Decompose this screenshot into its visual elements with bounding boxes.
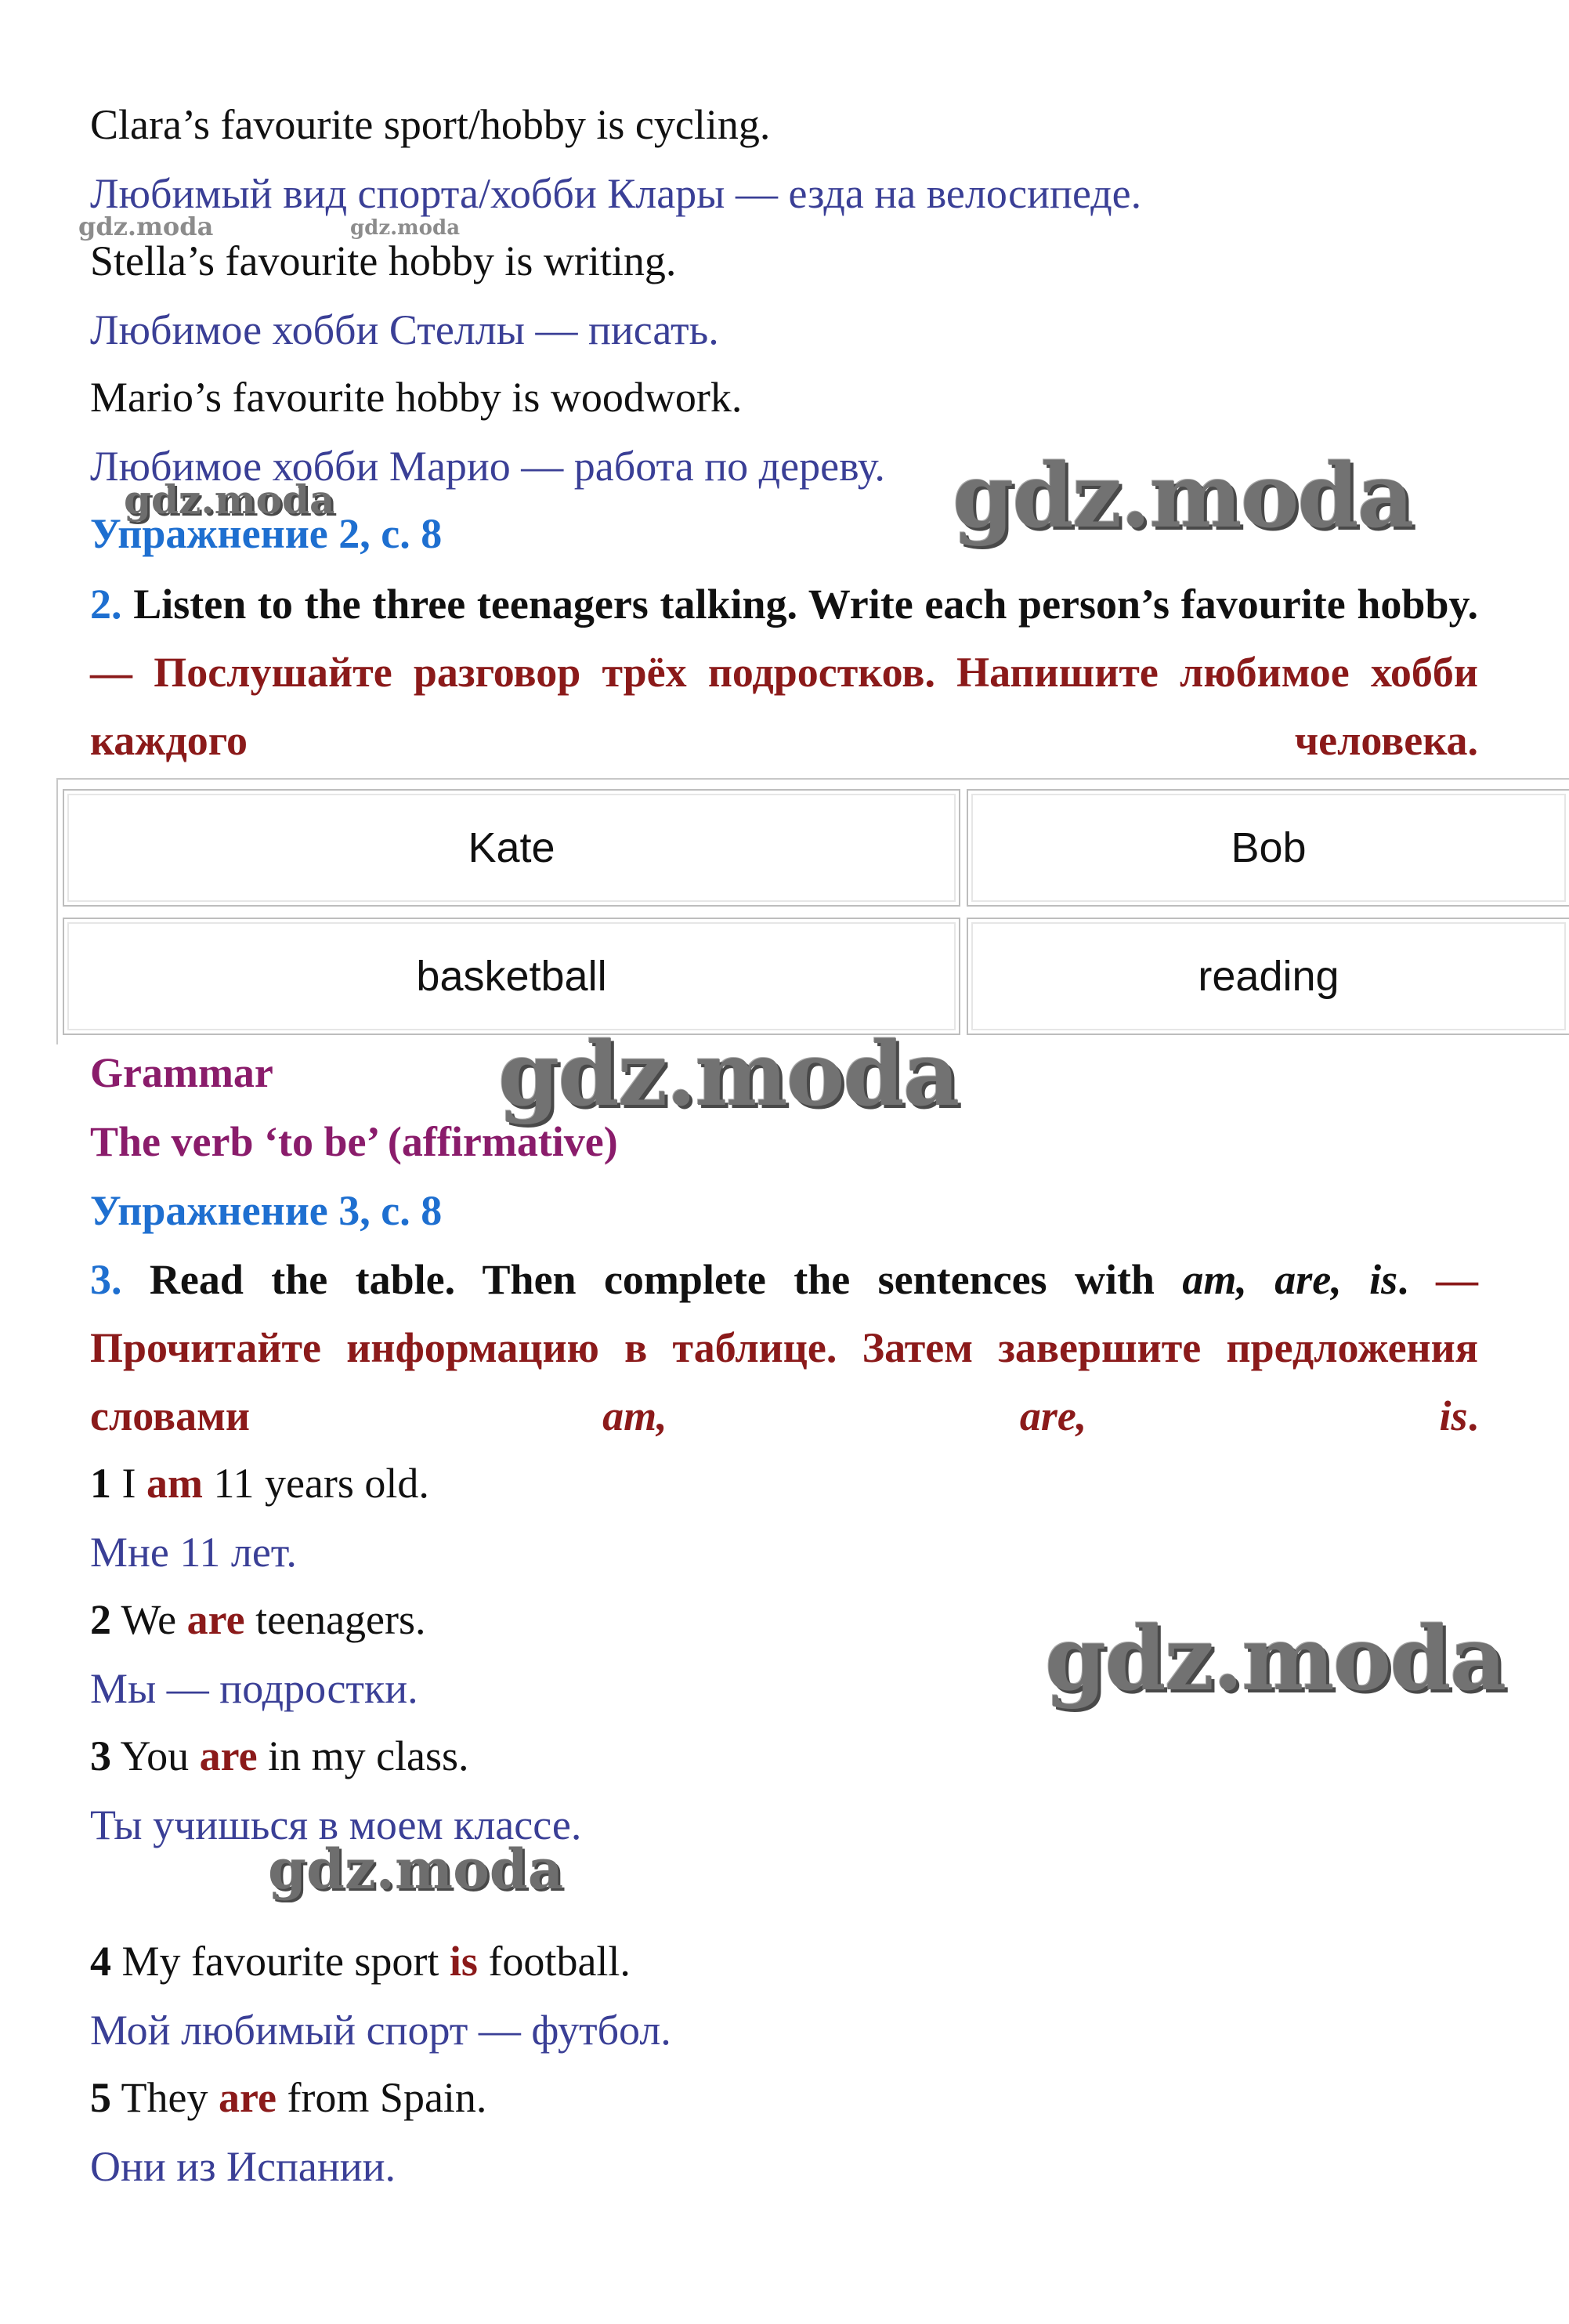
exercise-3-dash: —: [1436, 1256, 1479, 1303]
mario-translation: Любимое хобби Марио — работа по дереву.: [90, 443, 885, 490]
item-4-answer: is: [449, 1938, 478, 1985]
watermark-logo: gdz.moda: [498, 1023, 959, 1126]
item-3-sentence: [90, 1730, 1478, 1782]
exercise-3-task-ru: Прочитайте информацию в таблице. Затем завершите предложения словами: [90, 1324, 1478, 1439]
item-2-pre: We: [121, 1596, 177, 1643]
item-5-number: 5: [90, 2074, 111, 2121]
item-4-post: football.: [488, 1938, 631, 1985]
item-1-translation: Мне 11 лет.: [90, 1529, 297, 1576]
exercise-2-task-ru: Послушайте разговор трёх подростков. Напишите любимое хобби каждого человека.: [90, 649, 1479, 764]
stella-sentence: Stella’s favourite hobby is writing.: [90, 237, 677, 284]
exercise-3-dot-ru: .: [1467, 1392, 1478, 1439]
item-3-answer: are: [199, 1732, 258, 1779]
item-2-post: teenagers.: [255, 1596, 426, 1643]
item-5-translation: Они из Испании.: [90, 2143, 396, 2190]
hobby-table: [56, 778, 1569, 1044]
item-1-post: 11 years old.: [213, 1460, 429, 1507]
item-3-number: 3: [90, 1732, 111, 1779]
grammar-subtitle: The verb ‘to be’ (affirmative): [90, 1118, 618, 1165]
item-1-number: 1: [90, 1460, 111, 1507]
exercise-3-heading: Упражнение 3, с. 8: [90, 1187, 443, 1234]
item-3-pre: You: [120, 1732, 190, 1779]
exercise-3-words-en: am, are, is: [1182, 1256, 1398, 1303]
grammar-title: Grammar: [90, 1049, 273, 1096]
table-header-kate: Kate: [63, 789, 960, 907]
exercise-2-dash: —: [90, 649, 132, 696]
exercise-2-task-en: Listen to the three teenagers talking. Write each person’s favourite hobby.: [133, 581, 1478, 628]
watermark-logo: gdz.moda: [124, 476, 335, 523]
table-cell-kate-hobby: basketball: [63, 918, 960, 1035]
item-4-pre: My favourite sport: [121, 1938, 439, 1985]
exercise-3-task-en: Read the table. Then complete the sentences with: [149, 1256, 1155, 1303]
watermark-logo: gdz.moda: [268, 1837, 564, 1902]
item-1-sentence: [90, 1457, 1478, 1509]
item-2-answer: are: [186, 1596, 245, 1643]
item-4-sentence: [90, 1935, 1478, 1987]
item-1-pre: I: [121, 1460, 136, 1507]
item-3-translation: Ты учишься в моем классе.: [90, 1801, 582, 1848]
exercise-3-dot-en: .: [1397, 1256, 1408, 1303]
watermark-logo: gdz.moda: [350, 216, 461, 240]
item-5-post: from Spain.: [287, 2074, 487, 2121]
watermark-logo: gdz.moda: [1045, 1608, 1506, 1710]
table-cell-bob-hobby: reading: [967, 918, 1569, 1035]
watermark-logo: gdz.moda: [953, 445, 1413, 548]
item-4-translation: Мой любимый спорт — футбол.: [90, 2007, 671, 2054]
item-5-answer: are: [218, 2074, 277, 2121]
clara-translation: Любимый вид спорта/хобби Клары — езда на велосипеде.: [90, 170, 1142, 217]
clara-sentence: Clara’s favourite sport/hobby is cycling.: [90, 101, 771, 148]
watermark-logo: gdz.moda: [78, 212, 214, 241]
item-5-sentence: [90, 2072, 1478, 2123]
exercise-3-number: 3.: [90, 1256, 122, 1303]
exercise-3-words-ru: am, are, is: [602, 1392, 1468, 1439]
item-3-post: in my class.: [268, 1732, 469, 1779]
exercise-3-task: [90, 1246, 1478, 1450]
stella-translation: Любимое хобби Стеллы — писать.: [90, 306, 719, 353]
item-4-number: 4: [90, 1938, 111, 1985]
mario-sentence: Mario’s favourite hobby is woodwork.: [90, 374, 743, 421]
item-2-translation: Мы — подростки.: [90, 1665, 418, 1712]
exercise-2-number: 2.: [90, 581, 122, 628]
item-5-pre: They: [121, 2074, 208, 2121]
exercise-2-task: [90, 570, 1478, 775]
table-header-bob: Bob: [967, 789, 1569, 907]
item-2-number: 2: [90, 1596, 111, 1643]
item-1-answer: am: [146, 1460, 203, 1507]
exercise-2-heading: Упражнение 2, с. 8: [90, 510, 443, 557]
